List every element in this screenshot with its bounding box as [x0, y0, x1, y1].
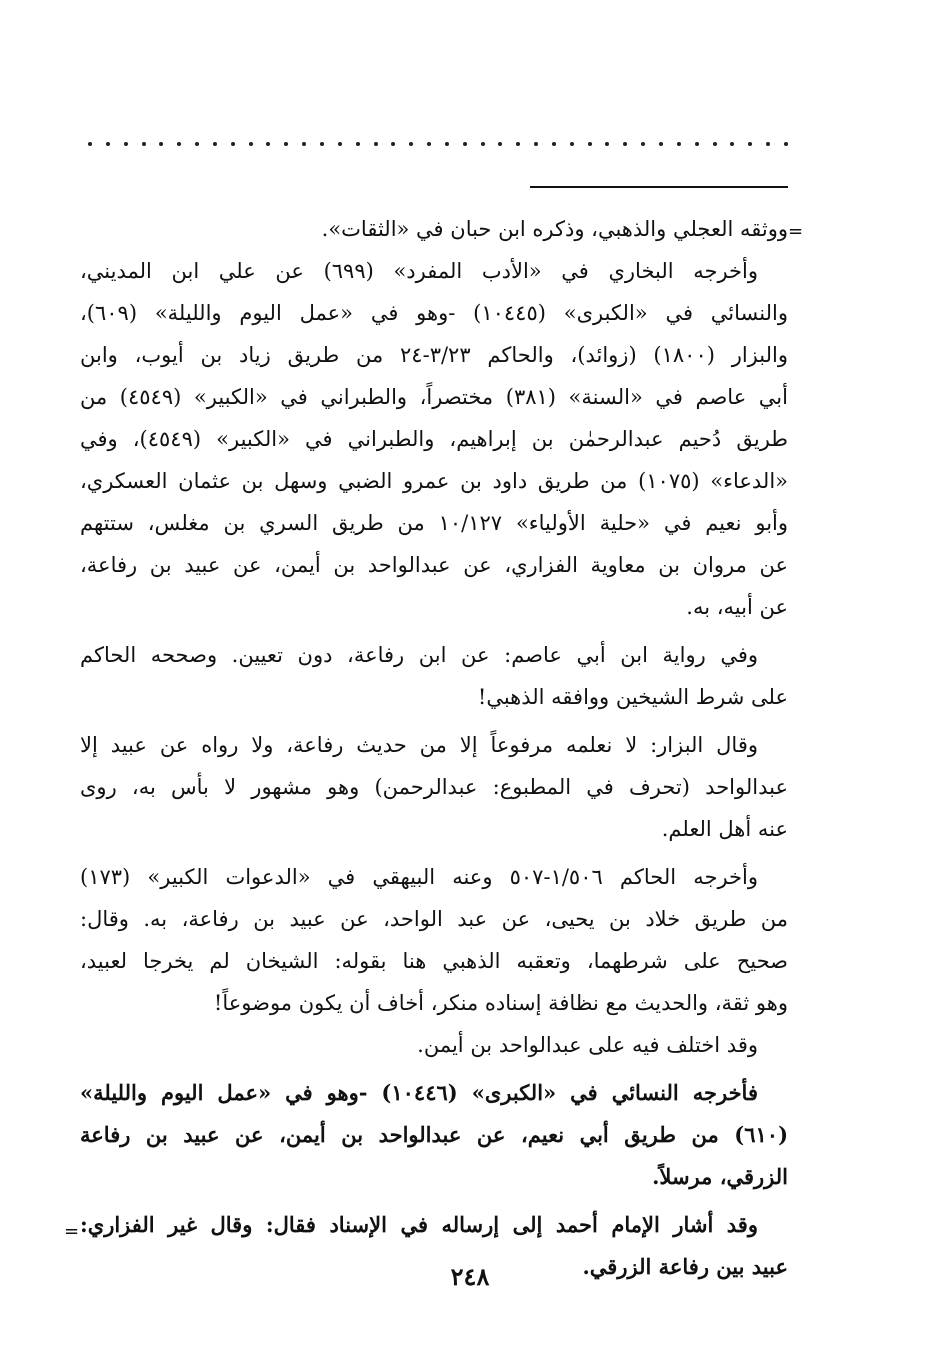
text-line: ووثقه العجلي والذهبي، وذكره ابن حبان في «الثقات». [321, 217, 788, 241]
text-line: (٦١٠) من طريق أبي نعيم، عن عبدالواحد بن أيمن، عن عبيد بن رفاعة [80, 1122, 788, 1147]
text-line: وفي رواية ابن أبي عاصم: عن ابن رفاعة، دون تعيين. وصححه الحاكم [80, 643, 758, 667]
footnote-separator-line [530, 186, 788, 188]
text-line: والبزار (١٨٠٠) (زوائد)، والحاكم ٣/٢٣-٢٤ من طريق زياد بن أيوب، وابن [80, 343, 788, 367]
text-line: وهو ثقة، والحديث مع نظافة إسناده منكر، أخاف أن يكون موضوعاً! [213, 991, 788, 1015]
text-line: عن أبيه، به. [686, 595, 788, 619]
text-line: فأخرجه النسائي في «الكبرى» (١٠٤٤٦) -وهو في «عمل اليوم والليلة» [80, 1080, 758, 1105]
text-line: صحيح على شرطهما، وتعقبه الذهبي هنا بقوله: الشيخان لم يخرجا لعبيد، [80, 949, 788, 973]
text-line: وأخرجه الحاكم ١/٥٠٦-٥٠٧ وعنه البيهقي في «الدعوات الكبير» (١٧٣) [80, 865, 759, 889]
continuation-marker-top: = [788, 221, 804, 242]
text-line: والنسائي في «الكبرى» (١٠٤٤٥) -وهو في «عمل اليوم والليلة» (٦٠٩)، [80, 301, 788, 325]
text-line: وقد أشار الإمام أحمد إلى إرساله في الإسناد فقال: وقال غير الفزاري: [80, 1212, 758, 1237]
text-line: عبدالواحد (تحرف في المطبوع: عبدالرحمن) وهو مشهور لا بأس به، روى [80, 775, 788, 799]
dotted-separator [88, 136, 788, 152]
page-number: ٢٤٨ [450, 1262, 490, 1291]
text-line: من طريق خلاد بن يحيى، عن عبد الواحد، عن عبيد بن رفاعة، به. وقال: [80, 907, 788, 931]
text-line: عبيد بين رفاعة الزرقي. [582, 1254, 788, 1279]
text-line: وأخرجه البخاري في «الأدب المفرد» (٦٩٩) عن علي ابن المديني، [80, 259, 759, 283]
text-line: طريق دُحيم عبدالرحمٰن بن إبراهيم، والطبراني في «الكبير» (٤٥٤٩)، وفي [80, 427, 788, 451]
text-line: وقد اختلف فيه على عبدالواحد بن أيمن. [417, 1033, 758, 1057]
text-line: على شرط الشيخين ووافقه الذهبي! [477, 685, 788, 709]
text-line: «الدعاء» (١٠٧٥) من طريق داود بن عمرو الضبي وسهل بن عثمان العسكري، [80, 469, 788, 493]
text-line: وقال البزار: لا نعلمه مرفوعاً إلا من حديث رفاعة، ولا رواه عن عبيد إلا [80, 733, 758, 757]
text-line: أبي عاصم في «السنة» (٣٨١) مختصراً، والطبراني في «الكبير» (٤٥٤٩) من [80, 385, 788, 409]
continuation-marker-bottom: = [64, 1221, 80, 1242]
text-line: عن مروان بن معاوية الفزاري، عن عبدالواحد بن أيمن، عن عبيد بن رفاعة، [80, 553, 788, 577]
text-line: عنه أهل العلم. [661, 817, 788, 841]
text-line: وأبو نعيم في «حلية الأولياء» ١٠/١٢٧ من طريق السري بن مغلس، ستتهم [80, 511, 788, 535]
text-line: الزرقي، مرسلاً. [652, 1164, 788, 1189]
